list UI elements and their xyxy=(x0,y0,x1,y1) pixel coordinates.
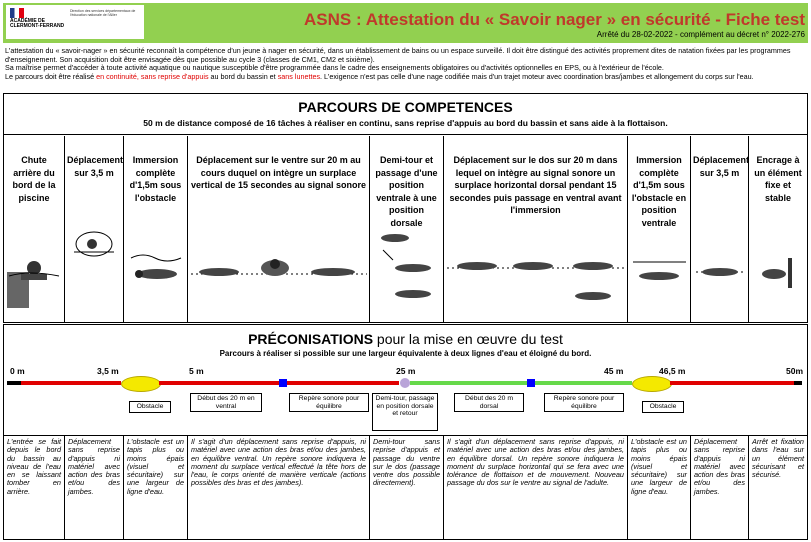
academy-logo xyxy=(6,5,144,39)
task-dos: Déplacement sur le dos sur 20 m dans lequel on intègre au signal sonore un surplace horizontal dorsal pendant 15 secondes puis passage en ventral avant l'immersion xyxy=(444,136,628,322)
marker-3-5m: 3,5 m xyxy=(97,366,119,376)
decree-reference: Arrêté du 28-02-2022 - complément au décret n° 2022-276 xyxy=(596,30,805,39)
preco-col-3: L'obstacle est un tapis plus ou moins épais (visuel et sécuritaire) sur une largeur de ligne d'eau. xyxy=(124,436,188,539)
task-demi-tour: Demi-tour et passage d'une position ventrale à une position dorsale xyxy=(370,136,444,322)
preco-col-8: Déplacement sans reprise d'appuis ni matériel avec action des bras et/ou des jambes. xyxy=(691,436,749,539)
parcours-section xyxy=(3,93,808,323)
preco-col-1: L'entrée se fait depuis le bord du bassin au niveau de l'eau en se laissant tomber en arrière. xyxy=(4,436,65,539)
debut-ventral-label: Début des 20 m en ventral xyxy=(190,393,262,412)
segment-green-dorsal xyxy=(410,381,632,385)
preco-col-9: Arrêt et fixation dans l'eau sur un élément sécurisant et sécurisé. xyxy=(752,437,804,480)
intro-line-2: Sa maîtrise permet d'accéder à toute activité aquatique ou nautique susceptible d'être programmée dans le cadre des enseignements obligatoires ou d'activités optionnelles en EPS, ou à l'extérieur de l'école. xyxy=(5,63,664,73)
marker-46-5m: 46,5 m xyxy=(659,366,686,376)
swimmer-icon xyxy=(631,228,687,310)
task-deplacement-2: Déplacement sur 3,5 m xyxy=(691,136,749,322)
obstacle-2-label: Obstacle xyxy=(642,401,684,413)
marker-50m: 50m xyxy=(786,366,804,376)
task-immersion-2: Immersion complète d'1,5m sous l'obstacle en position ventrale xyxy=(628,136,691,322)
repere-2-label: Repère sonore pour équilibre xyxy=(544,393,624,412)
segment-red-1 xyxy=(21,381,121,385)
swimmer-icon xyxy=(7,228,61,310)
obstacle-1-label: Obstacle xyxy=(129,401,171,413)
obstacle-2-icon xyxy=(632,376,672,392)
task-immersion-1: Immersion complète d'1,5m sous l'obstacle xyxy=(124,136,188,322)
segment-red-ventral xyxy=(189,381,399,385)
marker-45m: 45 m xyxy=(604,366,624,376)
repere-1-icon xyxy=(279,379,287,387)
preco-col-5: Demi-tour sans reprise d'appuis et passage du ventre sur le dos (passage ventre dos possible directement). xyxy=(370,436,444,539)
repere-1-label: Repère sonore pour équilibre xyxy=(289,393,369,412)
end-line xyxy=(794,381,802,385)
marker-0m: 0 m xyxy=(10,366,25,376)
swimmer-icon xyxy=(373,228,440,310)
demi-tour-label: Demi-tour, passage en position dorsale et retour xyxy=(372,393,438,431)
task-encrage: Encrage à un élément fixe et stable xyxy=(749,136,807,322)
intro-text xyxy=(5,47,805,82)
task-chute: Chute arrière du bord de la piscine xyxy=(4,136,65,322)
flag-icon xyxy=(10,8,24,18)
parcours-title: PARCOURS DE COMPETENCES xyxy=(298,99,513,115)
page-title: ASNS : Attestation du « Savoir nager » en sécurité - Fiche test xyxy=(304,10,805,29)
logo-text: ACADÉMIE DE CLERMONT-FERRAND xyxy=(10,18,65,29)
repere-2-icon xyxy=(527,379,535,387)
start-line xyxy=(7,381,21,385)
segment-red-3 xyxy=(670,381,794,385)
task-deplacement-1: Déplacement sur 3,5 m xyxy=(65,136,124,322)
intro-line-3: Le parcours doit être réalisé en continuité, sans reprise d'appuis au bord du bassin et sans lunettes. L'exigence n'est pas celle d'une nage codifiée mais d'un trajet moteur avec coordination bras/jambes et allongement du corps sur l'eau. xyxy=(5,72,754,82)
marker-25m: 25 m xyxy=(396,366,416,376)
preco-columns xyxy=(4,436,807,539)
swimmer-icon xyxy=(127,228,184,310)
marker-5m: 5 m xyxy=(189,366,204,376)
preco-title: PRÉCONISATIONS pour la mise en œuvre du test xyxy=(248,331,563,347)
task-row xyxy=(4,136,807,324)
intro-line-1: L'attestation du « savoir-nager » en sécurité reconnaît la compétence d'un jeune à nager en sécurité, dans un établissement de bains ou un espace surveillé. Il doit être distingué des activités proprement dites de natation fixées par les programmes d'enseignement. Son acquisition doit être envisagée dès que possible au cycle 3 (classes de CM1, CM2 et sixième). xyxy=(5,46,791,64)
debut-dorsal-label: Début des 20 m dorsal xyxy=(454,393,524,412)
demi-tour-icon xyxy=(400,378,410,388)
preco-subtitle: Parcours à réaliser si possible sur une largeur équivalente à deux lignes d'eau et éloigné du bord. xyxy=(219,349,592,358)
swimmer-icon xyxy=(694,228,745,310)
logo-service: Direction des services départementaux de l'éducation nationale de l'Allier xyxy=(70,9,136,17)
swimmer-icon xyxy=(447,228,624,310)
preco-col-6: Il s'agit d'un déplacement sans reprise d'appuis, ni matériel avec une action des bras et/ou des jambes, en équilibre dorsal. Un repère sonore indiquera le moment du surplace horizontal qui se fera avec une tolérance de flottaison et de mouvement. Nouveau passage du dos sur le ventre au signal de l'adulte. xyxy=(444,436,628,539)
swimmer-icon xyxy=(752,228,804,310)
preco-col-4: Il s'agit d'un déplacement sans reprise d'appuis, ni matériel avec une action des bras et/ou des jambes, en équilibre ventral. Un repère sonore indiquera le moment du surplace vertical effectué la tête hors de l'eau, le corps orienté de manière verticale (actions possibles des bras et des jambes). xyxy=(188,436,370,539)
swimmer-icon xyxy=(191,228,366,310)
segment-red-2 xyxy=(159,381,189,385)
preco-col-2: Déplacement sans reprise d'appuis ni matériel avec action des bras et/ou des jambes. xyxy=(65,436,124,539)
obstacle-1-icon xyxy=(121,376,161,392)
parcours-subtitle: 50 m de distance composé de 16 tâches à réaliser en continu, sans reprise d'appuis au bord du bassin et sans aide à la flottaison. xyxy=(143,118,668,128)
preco-section xyxy=(3,324,808,540)
preco-col-7: L'obstacle est un tapis plus ou moins épais (visuel et sécuritaire) sur une largeur de ligne d'eau. xyxy=(628,436,691,539)
task-ventre: Déplacement sur le ventre sur 20 m au cours duquel on intègre un surplace vertical de 15 secondes au signal sonore xyxy=(188,136,370,322)
swimmer-icon xyxy=(68,228,120,310)
